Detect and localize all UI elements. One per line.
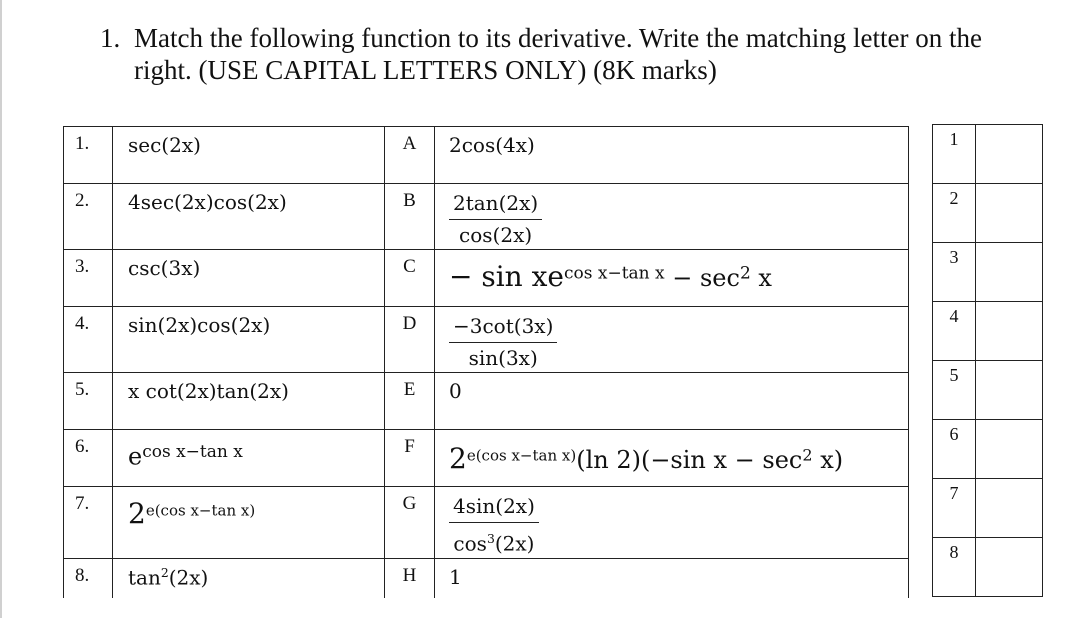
question-number: 1. — [100, 23, 121, 53]
answer-number: 8 — [933, 538, 976, 597]
exponent: e(cos x−tan x) — [466, 446, 577, 465]
exponent: 2 — [802, 445, 813, 465]
table-row — [64, 307, 909, 373]
answer-number: 6 — [933, 420, 976, 479]
derivative-h: 1 — [435, 558, 909, 598]
row-number: 3. — [64, 250, 113, 307]
numerator: 4sin(2x) — [449, 493, 539, 523]
derivative-d — [435, 307, 909, 373]
option-letter: G — [385, 487, 435, 559]
denominator: cos(2x) — [459, 223, 533, 247]
answer-row — [933, 420, 1043, 479]
table-row — [64, 184, 909, 250]
page-left-edge — [0, 0, 2, 618]
answer-row — [933, 479, 1043, 538]
row-number: 8. — [64, 558, 113, 598]
table-row — [64, 250, 909, 307]
exponent: e(cos x−tan x) — [145, 501, 256, 520]
expression-base: 2 — [449, 442, 467, 475]
answer-table — [932, 124, 1043, 597]
answer-number: 4 — [933, 302, 976, 361]
derivative-e: 0 — [435, 373, 909, 430]
answer-box[interactable] — [976, 361, 1043, 420]
row-number: 2. — [64, 184, 113, 250]
derivative-c — [435, 250, 909, 307]
function-4: sin(2x)cos(2x) — [113, 307, 385, 373]
derivative-g — [435, 487, 909, 559]
fraction — [449, 313, 557, 372]
exponent: 2 — [739, 263, 751, 284]
function-5: x cot(2x)tan(2x) — [113, 373, 385, 430]
option-letter: B — [385, 184, 435, 250]
function-8 — [113, 558, 385, 598]
answer-box[interactable] — [976, 538, 1043, 597]
answer-box[interactable] — [976, 243, 1043, 302]
answer-row — [933, 361, 1043, 420]
denominator: sin(3x) — [468, 346, 538, 370]
expression-part: − sin xe — [449, 260, 564, 293]
answer-number: 1 — [933, 125, 976, 184]
function-6 — [113, 430, 385, 487]
expression-part: x) — [812, 446, 844, 474]
answer-row — [933, 125, 1043, 184]
row-number: 1. — [64, 127, 113, 184]
row-number: 4. — [64, 307, 113, 373]
denominator-part: (2x) — [494, 531, 535, 556]
row-number: 5. — [64, 373, 113, 430]
row-number: 6. — [64, 430, 113, 487]
fraction — [449, 190, 542, 249]
question-text-line-2: right. (USE CAPITAL LETTERS ONLY) (8K marks) — [134, 55, 717, 85]
row-number: 7. — [64, 487, 113, 559]
function-7 — [113, 487, 385, 559]
table-row — [64, 487, 909, 559]
exponent: 2 — [160, 564, 169, 580]
function-2: 4sec(2x)cos(2x) — [113, 184, 385, 250]
answer-number: 3 — [933, 243, 976, 302]
option-letter: E — [385, 373, 435, 430]
fraction — [449, 493, 539, 558]
option-letter: A — [385, 127, 435, 184]
answer-row — [933, 184, 1043, 243]
matching-table — [63, 126, 909, 598]
expression-base: 2 — [128, 497, 146, 530]
answer-box[interactable] — [976, 302, 1043, 361]
table-row — [64, 430, 909, 487]
expression-part: (ln 2)(−sin x − sec — [576, 446, 803, 474]
exponent: cos x−tan x — [142, 442, 243, 462]
answer-number: 2 — [933, 184, 976, 243]
expression-part: − sec — [664, 264, 740, 292]
answer-row — [933, 302, 1043, 361]
denominator — [449, 523, 538, 558]
expression-part: (2x) — [168, 565, 209, 590]
option-letter: F — [385, 430, 435, 487]
table-row — [64, 373, 909, 430]
option-letter: H — [385, 558, 435, 598]
expression-base: e — [128, 442, 143, 471]
answer-row — [933, 243, 1043, 302]
expression-part: tan — [128, 565, 161, 590]
question-text-line-1: Match the following function to its derivative. Write the matching letter on the — [134, 23, 982, 53]
answer-box[interactable] — [976, 125, 1043, 184]
denominator-part: cos — [453, 531, 487, 556]
answer-number: 5 — [933, 361, 976, 420]
derivative-b — [435, 184, 909, 250]
answer-row — [933, 538, 1043, 597]
derivative-a: 2cos(4x) — [435, 127, 909, 184]
table-row — [64, 127, 909, 184]
function-3: csc(3x) — [113, 250, 385, 307]
derivative-f — [435, 430, 909, 487]
function-1: sec(2x) — [113, 127, 385, 184]
table-row — [64, 558, 909, 598]
answer-box[interactable] — [976, 479, 1043, 538]
numerator: −3cot(3x) — [449, 313, 557, 343]
answer-number: 7 — [933, 479, 976, 538]
option-letter: D — [385, 307, 435, 373]
expression-part: x — [750, 264, 772, 292]
numerator: 2tan(2x) — [449, 190, 542, 220]
answer-box[interactable] — [976, 420, 1043, 479]
exponent: 3 — [486, 531, 495, 546]
answer-box[interactable] — [976, 184, 1043, 243]
option-letter: C — [385, 250, 435, 307]
exponent: cos x−tan x — [563, 263, 665, 284]
